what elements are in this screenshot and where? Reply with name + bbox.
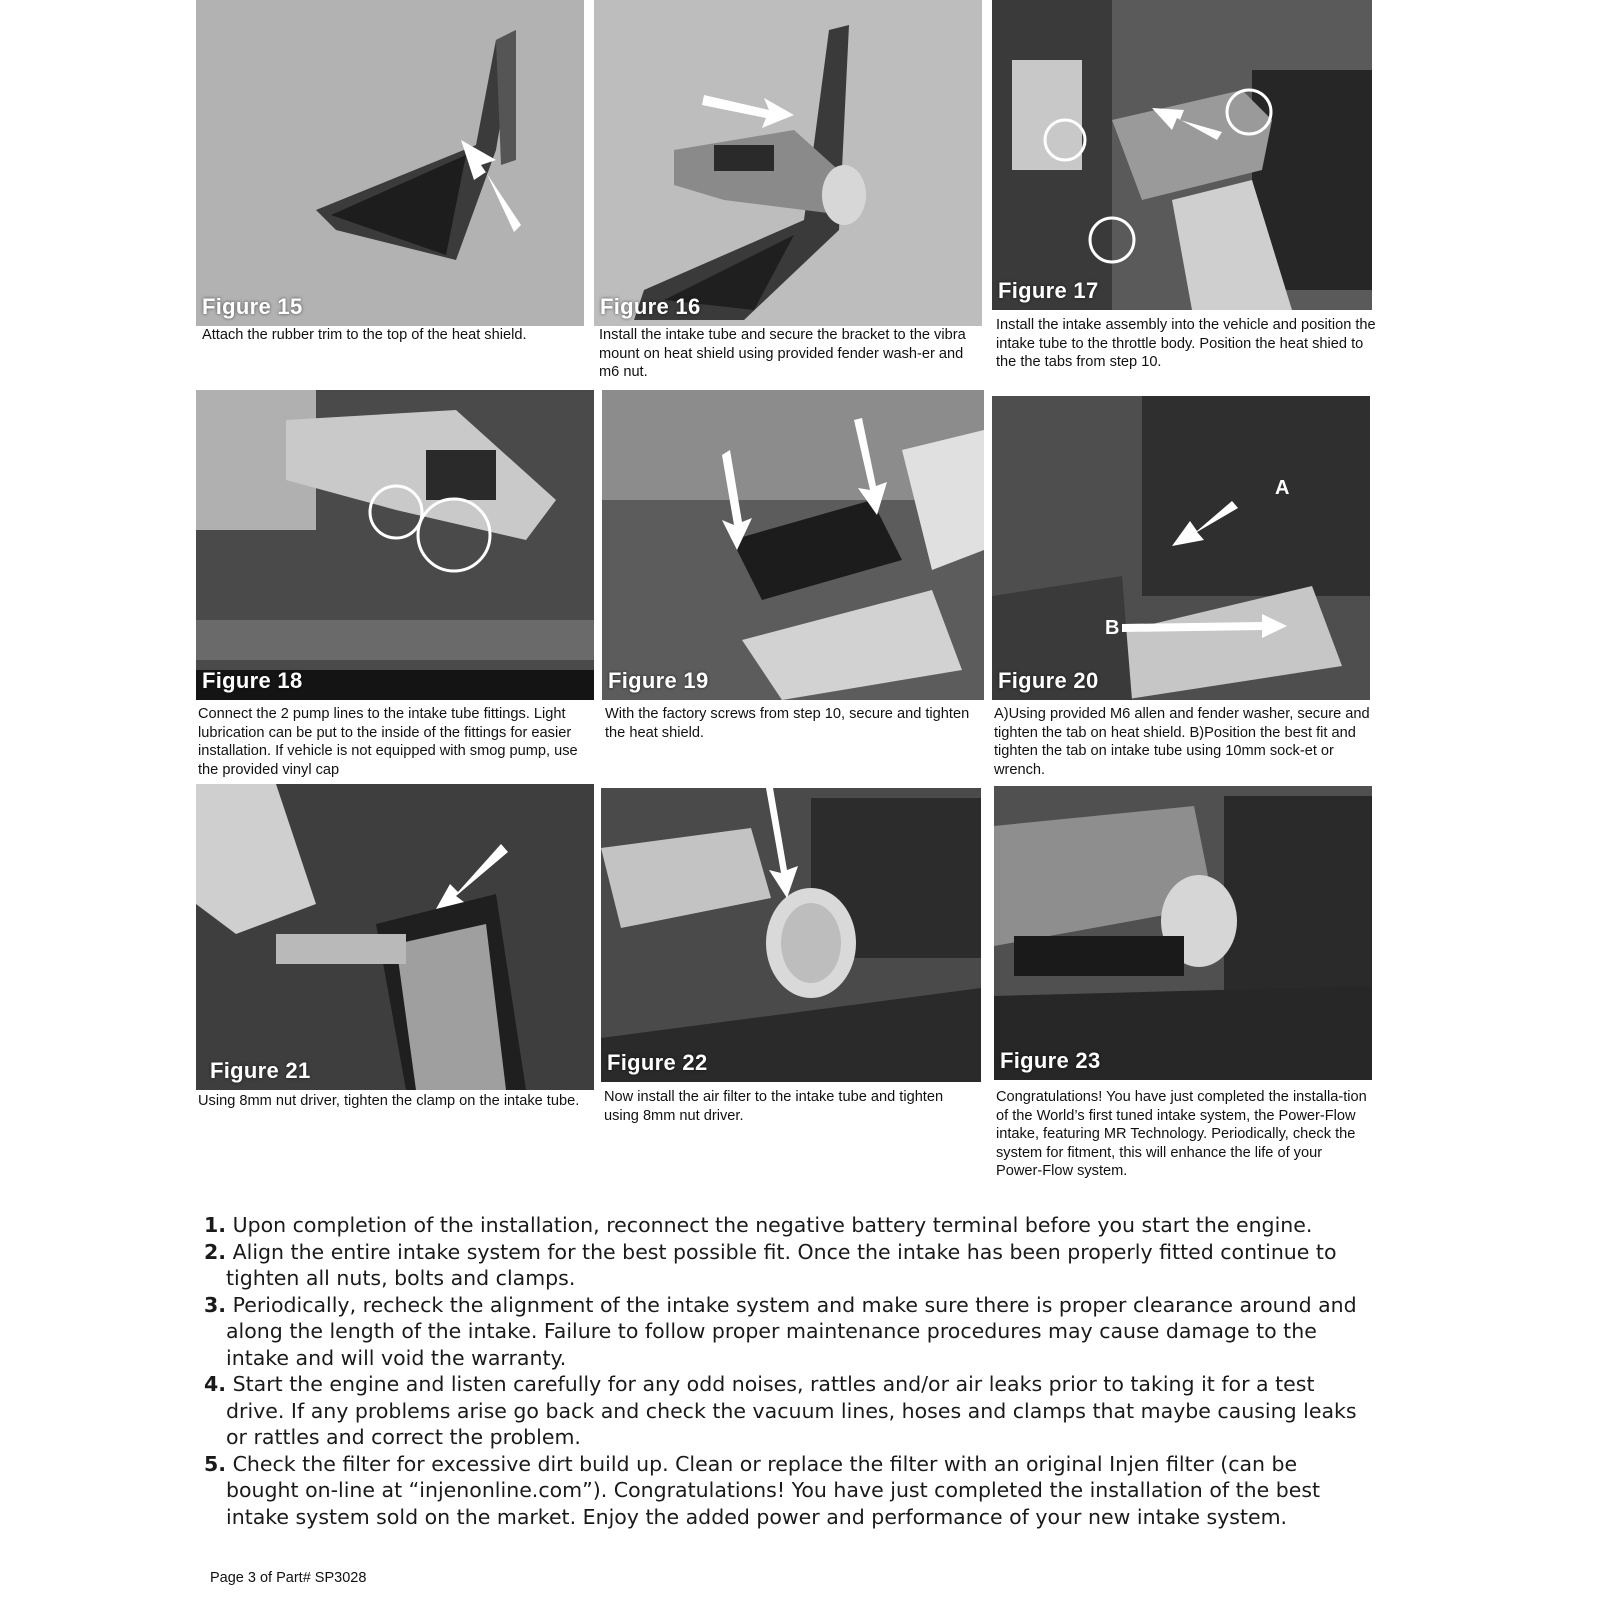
figure-22-photo <box>601 788 981 1082</box>
intake-tube-on-shield-illustration <box>594 0 982 326</box>
figure-15-caption: Attach the rubber trim to the top of the heat shield. <box>202 327 527 343</box>
figure-19-photo <box>602 390 984 700</box>
figure-20-caption: A)Using provided M6 allen and fender washer, secure and tighten the tab on heat shield. B)Position the best fit and tighten the tab on intake tube using 10mm sock-et or wrench. <box>994 706 1370 778</box>
figure-18-photo <box>196 390 594 700</box>
step-text: Start the engine and listen carefully for any odd noises, rattles and/or air leaks prior to taking it for a test drive. If any problems arise go back and check the vacuum lines, hoses and clamps that maybe causing leaks or rattles and correct the problem. <box>226 1372 1357 1449</box>
air-filter-install-illustration <box>601 788 981 1082</box>
engine-bay-intake-illustration <box>992 0 1372 310</box>
figure-17-photo <box>992 0 1372 310</box>
list-item <box>204 1371 1374 1451</box>
marker-a: A <box>1275 477 1290 499</box>
figure-label: Figure 18 <box>202 668 303 693</box>
tab-tightening-illustration <box>992 396 1370 700</box>
pump-lines-illustration <box>196 390 594 700</box>
figure-21-photo <box>196 784 594 1090</box>
figure-label: Figure 15 <box>202 294 303 319</box>
figure-23-photo <box>994 786 1372 1080</box>
list-item <box>204 1239 1374 1292</box>
figure-19-caption: With the factory screws from step 10, secure and tighten the heat shield. <box>605 706 970 741</box>
figure-21-caption: Using 8mm nut driver, tighten the clamp on the intake tube. <box>198 1093 580 1109</box>
figure-16-photo <box>594 0 982 326</box>
step-number: 4. <box>204 1372 227 1396</box>
figure-20-photo <box>992 396 1370 700</box>
figure-18-caption: Connect the 2 pump lines to the intake tube fittings. Light lubrication can be put to the inside of the fittings for easier installation. If vehicle is not equipped with smog pump, use the provided vinyl cap <box>198 706 578 778</box>
figure-label: Figure 19 <box>608 668 709 693</box>
step-number: 2. <box>204 1239 227 1264</box>
list-item <box>204 1212 1374 1239</box>
heat-shield-photo-illustration <box>196 0 584 326</box>
step-text: Upon completion of the installation, reconnect the negative battery terminal before you start the engine. <box>232 1213 1313 1237</box>
figure-label: Figure 16 <box>600 294 701 319</box>
step-text: Periodically, recheck the alignment of the intake system and make sure there is proper clearance around and along the length of the intake. Failure to follow proper maintenance procedures may cause damage to the intake and will void the warranty. <box>226 1292 1357 1370</box>
figure-16-caption: Install the intake tube and secure the bracket to the vibra mount on heat shield using provided fender wash-er and m6 nut. <box>599 327 966 380</box>
step-text: Check the filter for excessive dirt build up. Clean or replace the filter with an original Injen filter (can be bought on-line at “injenonline.com”). Congratulations! You have just completed the installation of the best intake system sold on the market. Enjoy the added power and performance of your new intake system. <box>226 1451 1321 1529</box>
figure-label: Figure 17 <box>998 278 1099 303</box>
list-item <box>204 1292 1374 1372</box>
step-text: Align the entire intake system for the best possible fit. Once the intake has been properly fitted continue to tighten all nuts, bolts and clamps. <box>226 1239 1337 1290</box>
list-item <box>204 1451 1374 1531</box>
figure-22-caption: Now install the air filter to the intake tube and tighten using 8mm nut driver. <box>604 1089 944 1124</box>
step-number: 5. <box>204 1451 227 1476</box>
figure-label: Figure 23 <box>1000 1048 1101 1073</box>
marker-b: B <box>1105 617 1120 639</box>
figure-label: Figure 21 <box>210 1058 311 1083</box>
completed-install-illustration <box>994 786 1372 1080</box>
step-number: 1. <box>204 1213 227 1237</box>
figure-label: Figure 22 <box>607 1050 708 1075</box>
figure-15-photo <box>196 0 584 326</box>
figure-label: Figure 20 <box>998 668 1099 693</box>
figure-23-caption: Congratulations! You have just completed the installa-tion of the World’s first tuned intake system, the Power-Flow intake, featuring MR Technology. Periodically, check the system for fitment, this will enhance the life of your Power-Flow system. <box>996 1089 1367 1179</box>
final-steps-list <box>204 1212 1374 1530</box>
figure-17-caption: Install the intake assembly into the vehicle and position the intake tube to the throttle body. Position the heat shied to the the tabs from step 10. <box>996 317 1376 370</box>
clamp-tightening-illustration <box>196 784 594 1090</box>
heat-shield-screws-illustration <box>602 390 984 700</box>
page-footer: Page 3 of Part# SP3028 <box>210 1570 367 1586</box>
step-number: 3. <box>204 1292 227 1317</box>
